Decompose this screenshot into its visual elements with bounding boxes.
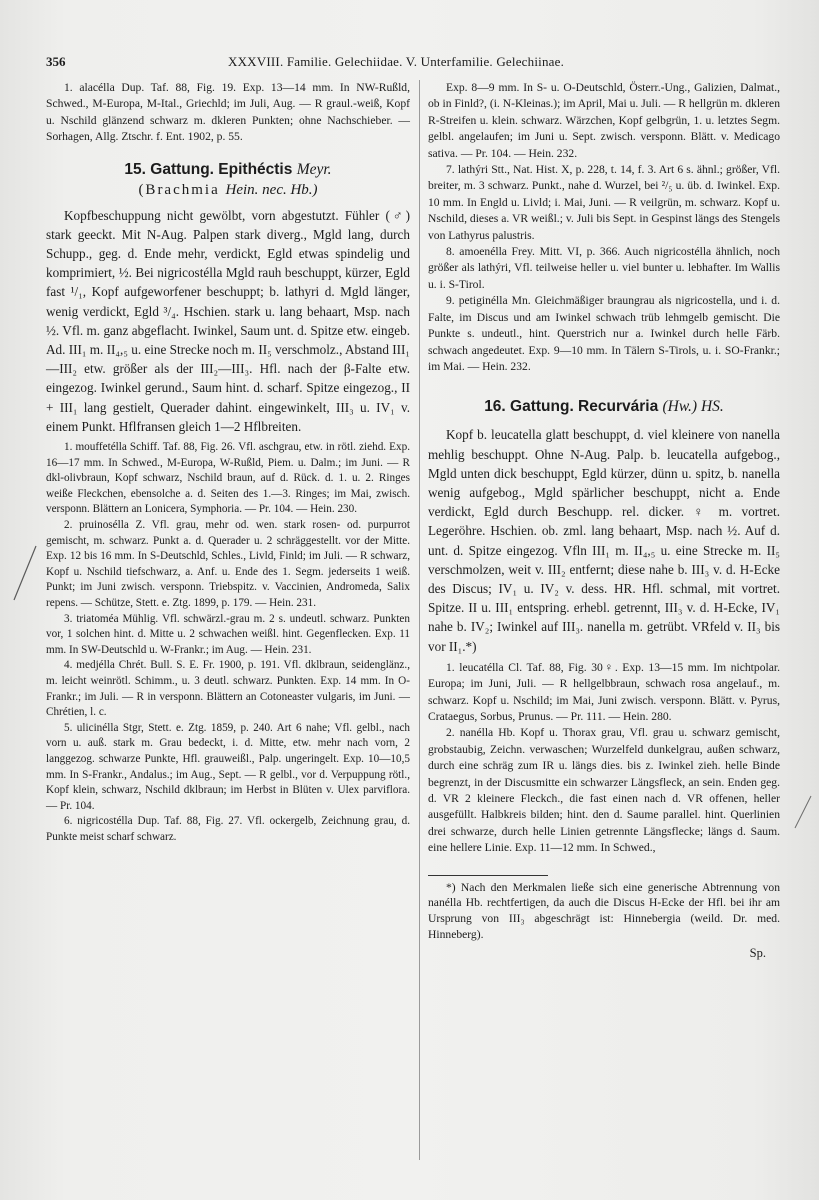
genus-synonym: (Brachmia: [138, 181, 220, 198]
genus-description: Kopf b. leucatella glatt beschuppt, d. viel kleinere von nanella mehlig beschuppt. Ohne N-Aug. Palp. b. leucatella aufgebog., Mgld unten dick beschuppt, Egld kürzer, dünn u. spitz, b. nanella wenig aufgebog., Mgld spärlicher beschuppt, nicht a. Ende verdickt, Egld durch Beschupp. rel. dicker. ♀ m. vortret. Legeröhre. Hschien. ob. zml. lang behaart, Msp. nach ½. Auf d. unt. d. Spitze eingezog. Vfln III₁ m. II₄,₅ u. eine Strecke m. II₅ verschmolzen, weit v. III₂ entfernt; diese nahe b. III₃ v. d. H-Ecke des Discus; IV₁ u. IV₂ v. dess. HR. Hfl. schmal, mit vortret. Spitze. II u. III₁ entspring. erhebl. getrennt, III₃ v. d. H-Ecke, IV₁ nahe b. IV₂; Iwinkel auf III₃. nanella m. getrübt. VRfeld v. II₃ bis vor II₁.*): [428, 427, 780, 654]
running-title: XXXVIII. Familie. Gelechiidae. V. Unterfamilie. Gelechiinae.: [228, 54, 565, 69]
left-column: [46, 80, 410, 846]
running-head: [46, 54, 779, 74]
genus-heading-epithectis: [46, 160, 410, 200]
column-divider: [419, 80, 420, 1160]
genus-description: Kopfbeschuppung nicht gewölbt, vorn abgestutzt. Fühler (♂) stark geeckt. Mit N-Aug. Palpen stark diverg., Mgld lang, durch Schupp., geg. d. Ende mehr, verdickt, Egld etwas spindelig und komprimiert, ½. Bei nigricostélla Mgld rauh beschuppt, kürzer, Egld fast ¹/₁, Kopf aufgeworfener beschuppt; b. lathyri d. Mgld länger, wenig verdickt, Egld ³/₄. Hschien. stark u. lang behaart, Msp. nach ½. Vfl. m. ganz abgeflacht. Iwinkel, Saum unt. d. Spitze etw. eingeb. Ad. III₁ m. II₄,₅ u. eine Strecke noch m. II₅ verschmolz., Abstand III₁—III₂ etw. größer als der III₂—III₃. Hfl. nach der β-Falte etw. eingezog. Iwinkel gerund., Saum hint. d. scharf. Spitze eingezog., II + III₁ lang gestielt, Querader dahint. eingewinkelt, III₃ u. IV₁ v. einem Punkt. Hflfransen gleich 1—2 Hflbreiten.: [46, 207, 410, 434]
species-entry: 2. nanélla Hb. Kopf u. Thorax grau, Vfl. grau u. schwarz gemischt, grobstaubig, Zeichn. verwaschen; Wurzelfeld dunkelgrau, außen schwarz, durch eine schräg zum IR u. längs dies. bis z. Iwinkel zieh. helle Binde begrenzt, in der Discusmitte ein schwarzer Längsfleck, an sein. Enden geg. d. VR 2 kleinere Fleckch., die fast einen nach d. VR offenen, heller ausgefüllt. Halbkreis bilden; hint. den d. Saume parallel. hint. Querlinien drei schwarze, durch helle Linien getrennte Längsflecke; längs d. Saum. eine hellere Linie. Exp. 11—12 mm. In Schwed.,: [428, 726, 780, 855]
footnote: *) Nach den Merkmalen ließe sich eine generische Abtrennung von nanélla Hb. rechtfertigen, da auch die Discus H-Ecke der Hfl. bei ihr am Ursprung von III₃ abgeschrägt ist: Hinnebergia (weild. Dr. med. Hinneberg).: [428, 880, 780, 942]
signature: Sp.: [749, 945, 766, 960]
species-entry: 3. triatoméa Mühlig. Vfl. schwärzl.-grau m. 2 s. undeutl. schwarz. Punkten vor, 1 solchen hint. d. Mitte u. 2 schwachen weißl. hint. Gegenflecken. Exp. 11 mm. In SW-Deutschld u. W-Frankr.; im Aug. — Hein. 231.: [46, 612, 410, 656]
species-list: [46, 440, 410, 845]
pencil-mark-icon: [791, 794, 813, 830]
genus-author: Meyr.: [296, 160, 332, 178]
footnote-rule: [428, 875, 548, 876]
page-number: 356: [46, 54, 66, 69]
genus-heading-recurvaria: [428, 397, 780, 417]
genus-title: 15. Gattung. Epithéctis: [124, 160, 293, 178]
species-entry: 2. pruinosélla Z. Vfl. grau, mehr od. wen. stark rosen- od. purpurrot gemischt, m. schwarz. Punkt a. d. Querader u. 2 schräggestellt. vor der Mitte. Exp. 12 bis 16 mm. In S-Deutschld, Schles., Livld, Finld; im Juli. — R schwarz, Kopf u. Nschild tiefschwarz, a. Anf. u. Ende des 1. Segm. jederseits 1 weiß. Punkt; im Juni zwisch. versponn. Triebspitz. v. Vaccinien, Andromeda, Salix repens. — Schütze, Stett. e. Ztg. 1899, p. 179. — Hein. 231.: [46, 519, 410, 609]
species-entry-alacella: 1. alacélla Dup. Taf. 88, Fig. 19. Exp. 13—14 mm. In NW-Rußld, Schwed., M-Europa, M-Ital., Griechld; im Juli, Aug. — R graul.-weiß, Kopf u. Nschild glänzend schwarz m. dkleren Punkten; ohne Nachschieber. — Sorhagen, Allg. Ztschr. f. Ent. 1902, p. 55.: [46, 81, 410, 144]
species-entry: 1. leucatélla Cl. Taf. 88, Fig. 30♀. Exp. 13—15 mm. Im nichtpolar. Europa; im Juni, Juli. — R hellgelbbraun, schwach rosa angelauf., m. schwarz. Kopf u. Nschild; im Mai, Juni zwisch. versponn. Blätt. v. Pyrus, Crataegus, Sorbus, Prunus. — Pr. 111. — Hein. 280.: [428, 660, 780, 723]
pencil-mark-icon: [12, 544, 38, 602]
genus-author: (Hw.) HS.: [662, 398, 724, 416]
species-entry: 7. lathýri Stt., Nat. Hist. X, p. 228, t. 14, f. 3. Art 6 s. ähnl.; größer, Vfl. breiter, m. 3 schwarz. Punkt., nahe d. Wurzel, bei ²/₅ u. üb. d. Iwinkel. Exp. 10 mm. In Engld u. Livld; i. Mai, Juni. — R veilgrün, m. schwarz. Kopf u. Nschild, dieses a. VR weißl.; v. Juli bis Sept. in Gespinst längs des Stengels von Lathyrus palustris.: [428, 163, 780, 242]
right-column: [428, 80, 780, 961]
species-entry: 4. medjélla Chrét. Bull. S. E. Fr. 1900, p. 191. Vfl. dklbraun, seidenglänz., m. leicht weinrötl. Schimm., u. 3 deutl. schwarz. Punkten. Exp. 14 mm. In O-Frankr.; im Juli. — R in versponn. Blättern an Cotoneaster vulgaris, im Juni. — Chrétien, l. c.: [46, 659, 410, 719]
species-entry: 6. nigricostélla Dup. Taf. 88, Fig. 27. Vfl. ockergelb, Zeichnung grau, d. Punkte meist scharf schwarz.: [46, 815, 410, 843]
genus-title: 16. Gattung. Recurvária: [484, 398, 659, 416]
species-entry: Exp. 8—9 mm. In S- u. O-Deutschld, Österr.-Ung., Galizien, Dalmat., ob in Finld?, (i. N-Kleinas.); im April, Mai u. Juli. — R hellgrün m. dkleren R-Streifen u. klein. schwarz. Wärzchen, Kopf gelbgrün, 1. u. letztes Segm. gelbl. angelaufen; im Juni u. Sept. zwisch. versponn. Blätt. v. Medicago sativa. — Pr. 104. — Hein. 232.: [428, 81, 780, 160]
genus-synonym-author: Hein. nec. Hb.): [225, 181, 318, 198]
species-entry: 1. mouffetélla Schiff. Taf. 88, Fig. 26. Vfl. aschgrau, etw. in rötl. ziehd. Exp. 16—17 mm. In Schwed., M-Europa, W-Rußld, Piem. u. Dalm.; im Juni. — R dkl-olivbraun, Kopf schwarz, Nschild braun, auf d. Rück. d. 1. u. 2. Ringes weiße Fleckchen, ebensolche a. d. Seiten des 1.—3. Ringes; im Mai, zwisch. versponn. Blättern an Lonicera, Symphoria. — Pr. 104. — Hein. 230.: [46, 441, 410, 516]
species-entry: 5. ulicinélla Stgr, Stett. e. Ztg. 1859, p. 240. Art 6 nahe; Vfl. gelbl., nach vorn u. auß. stark m. Grau bedeckt, i. d. Mitte, etw. mehr nach vorn, 2 langgezog. schwarze Punkte, Hfl. grauweißl., Palp. ungeringelt. Exp. 10—10,5 mm. In S-Frankr., Andalus.; im Aug., Sept. — R gelbl., vor d. Verpuppung rötl., Kopf klein, schwarz, Nschild dklbraun; im Herbst in Blüten v. Ulex parviflora. — Pr. 104.: [46, 721, 410, 812]
species-entry: 8. amoenélla Frey. Mitt. VI, p. 366. Auch nigricostélla ähnlich, noch größer als lathýri, Vfl. teilweise heller u. viel bunter u. lebhafter. Im Wallis u. i. S-Tirol.: [428, 245, 780, 291]
species-entry: 9. petiginélla Mn. Gleichmäßiger braungrau als nigricostella, und i. d. Falte, im Discus und am Iwinkel schwach trüb lehmgelb gemischt. Die Punkte s. undeutl., hint. Querstrich nur a. Iwinkel durch helle Färb. schwach angedeutet. Exp. 9—10 mm. In Tälern S-Tirols, u. i. SO-Frankr.; im Mai. — Hein. 232.: [428, 294, 780, 373]
